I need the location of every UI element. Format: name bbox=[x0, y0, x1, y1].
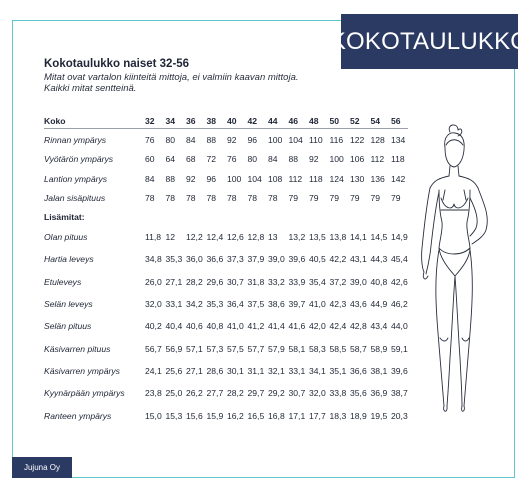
table-cell: 79 bbox=[309, 193, 319, 204]
table-cell: 40,8 bbox=[206, 321, 224, 332]
table-cell: 56,9 bbox=[165, 343, 183, 354]
table-cell: 35,1 bbox=[329, 365, 347, 376]
table-cell: 100 bbox=[227, 173, 242, 184]
row-label: Olan pituus bbox=[44, 232, 88, 243]
table-cell: 17,1 bbox=[288, 410, 306, 421]
table-cell: 28,2 bbox=[186, 276, 203, 287]
table-cell: 58,9 bbox=[370, 343, 388, 354]
table-cell: 92 bbox=[186, 173, 196, 184]
table-cell: 78 bbox=[145, 193, 155, 204]
row-label: Selän leveys bbox=[44, 299, 93, 310]
table-cell: 38,6 bbox=[268, 299, 285, 310]
table-cell: 17,7 bbox=[309, 410, 326, 421]
table-row bbox=[44, 226, 408, 248]
table-cell: 43,1 bbox=[350, 254, 367, 265]
table-cell: 92 bbox=[227, 134, 237, 145]
heading-badge: KOKOTAULUKKO bbox=[341, 14, 518, 69]
table-cell: 16,5 bbox=[247, 410, 265, 421]
table-row bbox=[44, 169, 408, 189]
table-cell: 42,6 bbox=[391, 276, 408, 287]
table-cell: 56,7 bbox=[145, 343, 162, 354]
table-cell: 12,6 bbox=[227, 232, 244, 243]
table-cell: 40,6 bbox=[186, 321, 203, 332]
right-leg bbox=[464, 250, 472, 406]
table-cell: 34,1 bbox=[309, 365, 326, 376]
table-cell: 15,3 bbox=[165, 410, 183, 421]
table-cell: 110 bbox=[309, 134, 323, 145]
table-cell: 33,8 bbox=[329, 388, 347, 399]
table-cell: 136 bbox=[370, 173, 385, 184]
table-cell: 34,2 bbox=[186, 299, 203, 310]
table-cell: 42,8 bbox=[350, 321, 367, 332]
table-cell: 15,6 bbox=[186, 410, 203, 421]
header-label: Koko bbox=[44, 116, 66, 126]
table-row bbox=[44, 337, 408, 359]
table-cell: 118 bbox=[309, 173, 323, 184]
right-arm bbox=[472, 188, 487, 244]
table-cell: 15,0 bbox=[145, 410, 162, 421]
table-cell: 29,7 bbox=[247, 388, 265, 399]
table-cell: 12,8 bbox=[247, 232, 265, 243]
table-cell: 96 bbox=[247, 134, 258, 145]
table-cell: 106 bbox=[350, 154, 365, 165]
table-cell: 80 bbox=[165, 134, 176, 145]
row-label: Käsivarren pituus bbox=[44, 343, 111, 354]
table-cell: 36,0 bbox=[186, 254, 203, 265]
table-row bbox=[44, 382, 408, 404]
table-cell: 30,7 bbox=[227, 276, 244, 287]
table-cell: 35,3 bbox=[206, 299, 224, 310]
table-cell: 128 bbox=[370, 134, 385, 145]
table-cell: 42,4 bbox=[329, 321, 347, 332]
size-header: 40 bbox=[227, 116, 237, 126]
table-cell: 36,6 bbox=[350, 365, 367, 376]
table-cell: 13,2 bbox=[288, 232, 306, 243]
table-row bbox=[44, 150, 408, 170]
table-row bbox=[44, 293, 408, 315]
size-header: 32 bbox=[145, 116, 155, 126]
table-cell: 84 bbox=[186, 134, 196, 145]
chart-subtitle bbox=[44, 72, 299, 94]
table-cell: 16,2 bbox=[227, 410, 244, 421]
extra-heading: Lisämitat: bbox=[44, 212, 85, 222]
table-cell: 100 bbox=[268, 134, 283, 145]
table-cell: 39,6 bbox=[391, 365, 408, 376]
row-label: Selän pituus bbox=[44, 321, 92, 332]
table-cell: 41,0 bbox=[309, 299, 326, 310]
table-cell: 72 bbox=[206, 154, 217, 165]
table-cell: 25,6 bbox=[165, 365, 183, 376]
table-cell: 33,2 bbox=[268, 276, 285, 287]
table-cell: 104 bbox=[288, 134, 303, 145]
table-cell: 134 bbox=[391, 134, 406, 145]
table-cell: 92 bbox=[309, 154, 319, 165]
table-cell: 16,8 bbox=[268, 410, 285, 421]
table-cell: 57,3 bbox=[206, 343, 224, 354]
table-cell: 12 bbox=[165, 232, 176, 243]
size-header: 42 bbox=[247, 116, 258, 126]
table-cell: 79 bbox=[288, 193, 299, 204]
table-cell: 64 bbox=[165, 154, 176, 165]
brand-footer: Jujuna Oy bbox=[12, 457, 72, 478]
table-cell: 36,9 bbox=[370, 388, 388, 399]
table-cell: 36,6 bbox=[206, 254, 224, 265]
table-cell: 80 bbox=[247, 154, 258, 165]
table-cell: 39,7 bbox=[288, 299, 306, 310]
table-cell: 33,1 bbox=[165, 299, 183, 310]
table-cell: 44,3 bbox=[370, 254, 388, 265]
table-cell: 84 bbox=[268, 154, 278, 165]
size-header: 44 bbox=[268, 116, 278, 126]
table-cell: 18,9 bbox=[350, 410, 367, 421]
table-row bbox=[44, 130, 408, 150]
table-cell: 37,2 bbox=[329, 276, 347, 287]
table-cell: 58,7 bbox=[350, 343, 367, 354]
shoulders bbox=[430, 176, 478, 188]
table-cell: 76 bbox=[227, 154, 237, 165]
table-cell: 14,5 bbox=[370, 232, 388, 243]
table-cell: 41,0 bbox=[227, 321, 244, 332]
table-cell: 88 bbox=[288, 154, 299, 165]
table-cell: 31,8 bbox=[247, 276, 265, 287]
table-cell: 44,9 bbox=[370, 299, 388, 310]
row-label: Ranteen ympärys bbox=[44, 410, 112, 421]
table-row bbox=[44, 404, 408, 426]
table-row bbox=[44, 271, 408, 293]
table-cell: 122 bbox=[350, 134, 365, 145]
table-cell: 29,6 bbox=[206, 276, 224, 287]
left-leg bbox=[436, 250, 444, 406]
table-cell: 26,2 bbox=[186, 388, 203, 399]
table-cell: 78 bbox=[268, 193, 278, 204]
table-cell: 142 bbox=[391, 173, 406, 184]
table-cell: 58,1 bbox=[288, 343, 306, 354]
row-label: Vyötärön ympärys bbox=[44, 154, 114, 165]
table-cell: 42,2 bbox=[329, 254, 347, 265]
table-cell: 45,4 bbox=[391, 254, 408, 265]
table-cell: 40,8 bbox=[370, 276, 388, 287]
row-label: Jalan sisäpituus bbox=[44, 193, 106, 204]
table-cell: 18,3 bbox=[329, 410, 347, 421]
subtitle-line-2: Kaikki mitat sentteinä. bbox=[44, 83, 137, 94]
table-cell: 44,0 bbox=[391, 321, 408, 332]
chart-title: Kokotaulukko naiset 32-56 bbox=[44, 58, 190, 70]
head bbox=[445, 133, 465, 167]
table-cell: 88 bbox=[165, 173, 176, 184]
table-cell: 39,0 bbox=[350, 276, 367, 287]
row-label: Hartia leveys bbox=[44, 254, 94, 265]
table-cell: 118 bbox=[391, 154, 405, 165]
subtitle-line-1: Mitat ovat vartalon kiinteitä mittoja, ei valmiin kaavan mittoja. bbox=[44, 72, 299, 83]
table-cell: 24,1 bbox=[145, 365, 162, 376]
table-cell: 29,2 bbox=[268, 388, 285, 399]
table-cell: 59,1 bbox=[391, 343, 408, 354]
table-cell: 35,4 bbox=[309, 276, 326, 287]
table-cell: 37,3 bbox=[227, 254, 244, 265]
table-cell: 57,7 bbox=[247, 343, 265, 354]
table-cell: 84 bbox=[145, 173, 155, 184]
table-cell: 43,6 bbox=[350, 299, 367, 310]
table-cell: 14,1 bbox=[350, 232, 367, 243]
table-cell: 78 bbox=[165, 193, 176, 204]
table-cell: 42,0 bbox=[309, 321, 326, 332]
table-cell: 88 bbox=[206, 134, 217, 145]
table-cell: 33,9 bbox=[288, 276, 306, 287]
size-header: 46 bbox=[288, 116, 299, 126]
table-cell: 30,7 bbox=[288, 388, 306, 399]
table-cell: 23,8 bbox=[145, 388, 162, 399]
table-cell: 35,6 bbox=[350, 388, 367, 399]
table-cell: 57,9 bbox=[268, 343, 285, 354]
table-cell: 25,0 bbox=[165, 388, 183, 399]
table-cell: 26,0 bbox=[145, 276, 162, 287]
table-cell: 58,5 bbox=[329, 343, 347, 354]
table-cell: 40,5 bbox=[309, 254, 326, 265]
table-cell: 13,8 bbox=[329, 232, 347, 243]
table-cell: 60 bbox=[145, 154, 155, 165]
table-cell: 116 bbox=[329, 134, 344, 145]
table-cell: 20,3 bbox=[391, 410, 408, 421]
table-cell: 27,7 bbox=[206, 388, 224, 399]
table-cell: 35,3 bbox=[165, 254, 183, 265]
table-cell: 43,4 bbox=[370, 321, 388, 332]
table-cell: 33,1 bbox=[288, 365, 306, 376]
table-cell: 130 bbox=[350, 173, 365, 184]
size-table bbox=[44, 114, 408, 427]
table-cell: 28,2 bbox=[227, 388, 244, 399]
row-label: Rinnan ympärys bbox=[44, 134, 107, 145]
table-cell: 112 bbox=[370, 154, 385, 165]
table-cell: 46,2 bbox=[391, 299, 408, 310]
table-cell: 12,4 bbox=[206, 232, 224, 243]
table-cell: 41,4 bbox=[268, 321, 285, 332]
torso-left bbox=[439, 190, 442, 248]
size-header: 38 bbox=[206, 116, 217, 126]
table-cell: 13,5 bbox=[309, 232, 326, 243]
table-cell: 42,3 bbox=[329, 299, 347, 310]
table-cell: 14,9 bbox=[391, 232, 408, 243]
table-cell: 79 bbox=[370, 193, 381, 204]
table-cell: 104 bbox=[247, 173, 262, 184]
table-cell: 124 bbox=[329, 173, 344, 184]
briefs bbox=[439, 248, 470, 276]
neck bbox=[449, 166, 459, 176]
table-cell: 37,9 bbox=[247, 254, 265, 265]
table-cell: 112 bbox=[288, 173, 303, 184]
table-cell: 38,7 bbox=[391, 388, 408, 399]
table-cell: 79 bbox=[329, 193, 340, 204]
table-cell: 108 bbox=[268, 173, 283, 184]
table-cell: 100 bbox=[329, 154, 344, 165]
table-cell: 32,0 bbox=[309, 388, 326, 399]
table-cell: 57,5 bbox=[227, 343, 244, 354]
table-row bbox=[44, 189, 408, 209]
table-cell: 78 bbox=[206, 193, 217, 204]
size-header: 48 bbox=[309, 116, 319, 126]
table-cell: 34,8 bbox=[145, 254, 162, 265]
size-header: 56 bbox=[391, 116, 401, 126]
table-cell: 78 bbox=[186, 193, 196, 204]
table-cell: 19,5 bbox=[370, 410, 388, 421]
table-cell: 37,5 bbox=[247, 299, 265, 310]
size-header: 34 bbox=[165, 116, 176, 126]
extra-heading-row bbox=[44, 208, 408, 226]
table-cell: 40,2 bbox=[145, 321, 162, 332]
table-cell: 68 bbox=[186, 154, 196, 165]
table-cell: 13 bbox=[268, 232, 278, 243]
table-cell: 38,1 bbox=[370, 365, 388, 376]
table-cell: 39,0 bbox=[268, 254, 285, 265]
size-header: 52 bbox=[350, 116, 360, 126]
bra bbox=[441, 198, 468, 208]
table-row bbox=[44, 360, 408, 382]
size-header: 50 bbox=[329, 116, 340, 126]
table-cell: 27,1 bbox=[186, 365, 203, 376]
table-cell: 32,0 bbox=[145, 299, 162, 310]
table-cell: 40,4 bbox=[165, 321, 183, 332]
table-cell: 58,3 bbox=[309, 343, 326, 354]
table-cell: 39,6 bbox=[288, 254, 306, 265]
table-cell: 27,1 bbox=[165, 276, 183, 287]
table-header-row bbox=[44, 114, 408, 129]
table-cell: 79 bbox=[391, 193, 401, 204]
table-cell: 28,6 bbox=[206, 365, 224, 376]
feet bbox=[444, 406, 465, 411]
table-cell: 15,9 bbox=[206, 410, 224, 421]
table-cell: 78 bbox=[247, 193, 258, 204]
table-cell: 12,2 bbox=[186, 232, 203, 243]
table-cell: 11,8 bbox=[145, 232, 162, 243]
table-cell: 41,6 bbox=[288, 321, 306, 332]
size-header: 36 bbox=[186, 116, 196, 126]
size-header: 54 bbox=[370, 116, 381, 126]
table-cell: 57,1 bbox=[186, 343, 203, 354]
table-cell: 41,2 bbox=[247, 321, 265, 332]
table-cell: 78 bbox=[227, 193, 237, 204]
row-label: Etuleveys bbox=[44, 276, 82, 287]
table-row bbox=[44, 248, 408, 270]
table-cell: 30,1 bbox=[227, 365, 244, 376]
body-figure-illustration bbox=[412, 118, 494, 418]
row-label: Käsivarren ympärys bbox=[44, 365, 120, 376]
table-cell: 31,1 bbox=[247, 365, 265, 376]
table-cell: 36,4 bbox=[227, 299, 244, 310]
row-label: Lantion ympärys bbox=[44, 173, 108, 184]
table-row bbox=[44, 315, 408, 337]
table-cell: 32,1 bbox=[268, 365, 285, 376]
table-cell: 79 bbox=[350, 193, 360, 204]
table-cell: 96 bbox=[206, 173, 217, 184]
table-cell: 76 bbox=[145, 134, 155, 145]
row-label: Kyynärpään ympärys bbox=[44, 388, 125, 399]
